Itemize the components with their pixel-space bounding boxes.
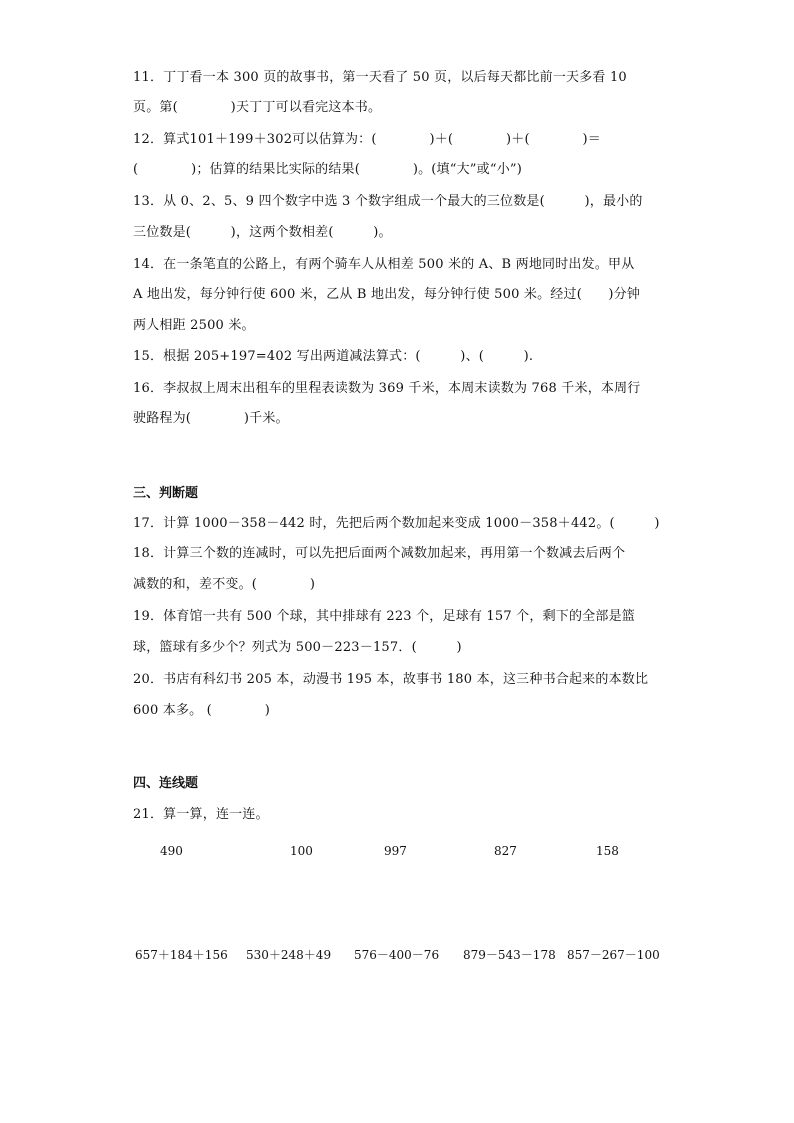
q14-line2: A 地出发，每分钟行使 600 米，乙从 B 地出发，每分钟行使 500 米。经过( )分钟	[133, 287, 641, 302]
section4-title: 四、连线题	[133, 776, 199, 791]
q11-line2: 页。第( )天丁丁可以看完这本书。	[133, 100, 382, 115]
q18-line2: 减数的和，差不变。( )	[133, 577, 316, 592]
bottom-expression-1: 657＋184＋156	[135, 948, 228, 962]
q12-line2: ( )；估算的结果比实际的结果( )。(填“大”或“小”)	[133, 162, 523, 177]
q16-line2: 驶路程为( )千米。	[133, 411, 289, 426]
bottom-expression-3: 576－400－76	[354, 948, 440, 962]
bottom-expression-4: 879－543－178	[463, 948, 556, 962]
section3-title: 三、判断题	[133, 486, 199, 501]
q13-line2: 三位数是( )，这两个数相差( )。	[133, 225, 392, 240]
q19-line1: 19．体育馆一共有 500 个球，其中排球有 223 个，足球有 157 个，剩下的全部是篮	[133, 609, 635, 624]
top-number-3: 997	[384, 844, 407, 858]
top-number-4: 827	[494, 844, 517, 858]
q11-line1: 11．丁丁看一本 300 页的故事书，第一天看了 50 页，以后每天都比前一天多看 10	[133, 70, 627, 85]
bottom-expression-2: 530＋248＋49	[246, 948, 332, 962]
top-number-1: 490	[160, 844, 183, 858]
q20-line2: 600 本多。 ( )	[133, 703, 271, 718]
q16-line1: 16．李叔叔上周末出租车的里程表读数为 369 千米，本周末读数为 768 千米，本周行	[133, 381, 641, 396]
q21-line1: 21．算一算，连一连。	[133, 807, 269, 822]
q15-line1: 15．根据 205+197=402 写出两道减法算式：( )、( ).	[133, 349, 534, 364]
bottom-expression-5: 857－267－100	[567, 948, 660, 962]
q19-line2: 球，篮球有多少个？列式为 500－223－157．( )	[133, 640, 462, 655]
q13-line1: 13．从 0、2、5、9 四个数字中选 3 个数字组成一个最大的三位数是( )，最小的	[133, 194, 643, 209]
top-number-5: 158	[596, 844, 619, 858]
q17-line1: 17．计算 1000－358－442 时，先把后两个数加起来变成 1000－358＋442。( )	[133, 516, 660, 531]
q18-line1: 18．计算三个数的连减时，可以先把后面两个减数加起来，再用第一个数减去后两个	[133, 546, 626, 561]
q12-line1: 12．算式101＋199＋302可以估算为：( )＋( )＋( )＝	[133, 132, 602, 147]
q20-line1: 20．书店有科幻书 205 本，动漫书 195 本，故事书 180 本，这三种书合起来的本数比	[133, 672, 649, 687]
top-number-2: 100	[290, 844, 313, 858]
q14-line1: 14．在一条笔直的公路上，有两个骑车人从相差 500 米的 A、B 两地同时出发。甲从	[133, 257, 635, 272]
q14-line3: 两人相距 2500 米。	[133, 318, 255, 333]
